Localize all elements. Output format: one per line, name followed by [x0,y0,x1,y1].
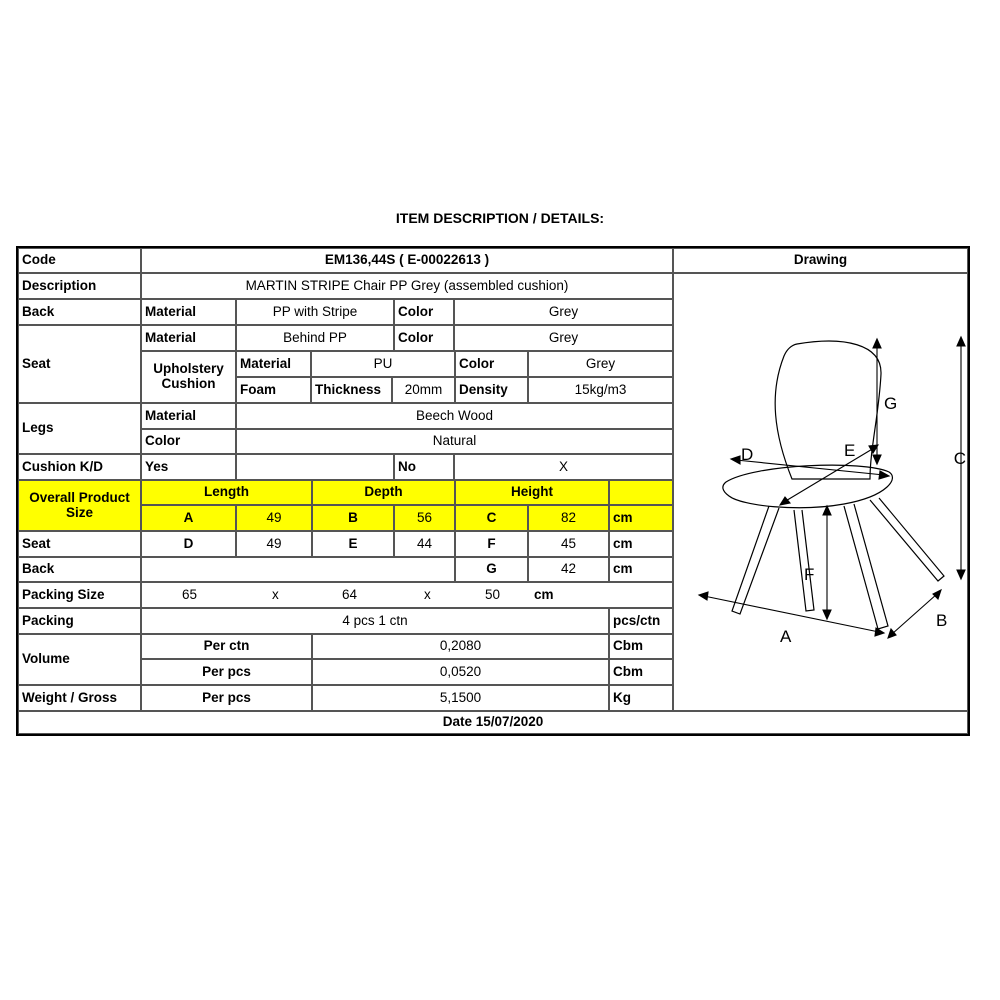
packing-height: 50 [485,586,501,602]
drawing-label-g: G [884,394,898,413]
drawing-header: Drawing [673,248,968,273]
length-label: Length [141,480,312,505]
volume-per-ctn-unit: Cbm [609,634,673,659]
dim-d-label: D [141,531,236,557]
volume-label: Volume [18,634,141,685]
packing-x1: x [272,586,279,602]
seat-material-label: Material [141,325,236,351]
packing-unit: pcs/ctn [609,608,673,634]
back-label: Back [18,299,141,325]
legs-material-value: Beech Wood [236,403,673,429]
overall-empty-cell [609,480,673,505]
cushion-kd-label: Cushion K/D [18,454,141,480]
back-color-label: Color [394,299,454,325]
weight-value: 5,1500 [312,685,609,711]
density-value: 15kg/m3 [528,377,673,403]
drawing-label-c: C [953,449,966,468]
packing-length: 65 [182,586,198,602]
drawing-label-a: A [780,627,792,646]
foam-label: Foam [236,377,311,403]
legs-label: Legs [18,403,141,454]
chair-leg-back-left [794,510,814,611]
uph-color-value: Grey [528,351,673,377]
back-color-value: Grey [454,299,673,325]
dim-e-label: E [312,531,394,557]
description-value: MARTIN STRIPE Chair PP Grey (assembled cushion) [141,273,673,299]
dim-c-value: 82 [528,505,609,531]
packing-size-unit: cm [534,586,554,602]
dim-line-a [704,596,879,632]
height-label: Height [455,480,609,505]
cushion-kd-no-label: No [394,454,454,480]
drawing-label-f: F [804,565,815,584]
spec-table [16,246,970,736]
drawing-label-e: E [844,441,856,460]
cushion-kd-yes-label: Yes [141,454,236,480]
volume-per-pcs-value: 0,0520 [312,659,609,685]
back-dim-label: Back [18,557,141,582]
packing-x2: x [424,586,431,602]
seat-color-label: Color [394,325,454,351]
packing-label: Packing [18,608,141,634]
dim-c-label: C [455,505,528,531]
dim-line-e [784,448,874,502]
chair-drawing [674,274,969,712]
dim-line-d [736,460,884,475]
seat-label: Seat [18,325,141,403]
packing-value: 4 pcs 1 ctn [141,608,609,634]
volume-per-ctn-value: 0,2080 [312,634,609,659]
chair-leg-front-left [732,506,779,614]
description-label: Description [18,273,141,299]
date-footer: Date 15/07/2020 [18,711,968,734]
dim-g-label: G [455,557,528,582]
dim-g-value: 42 [528,557,609,582]
packing-size-label: Packing Size [18,582,141,608]
chair-leg-back-right [870,498,944,581]
volume-per-pcs-unit: Cbm [609,659,673,685]
volume-per-ctn-label: Per ctn [141,634,312,659]
weight-per-pcs-label: Per pcs [141,685,312,711]
dim-f-label: F [455,531,528,557]
back-material-value: PP with Stripe [236,299,394,325]
back-material-label: Material [141,299,236,325]
seat-dim-label: Seat [18,531,141,557]
drawing-label-b: B [936,611,948,630]
overall-unit: cm [609,505,673,531]
dim-line-b [892,594,937,634]
dim-d-value: 49 [236,531,312,557]
uph-color-label: Color [455,351,528,377]
uph-material-value: PU [311,351,455,377]
seat-material-value: Behind PP [236,325,394,351]
depth-label: Depth [312,480,455,505]
thickness-label: Thickness [311,377,392,403]
cushion-kd-yes-value [236,454,394,480]
code-label: Code [18,248,141,273]
upholstery-cushion-label: Upholstery Cushion [141,351,236,403]
dim-a-value: 49 [236,505,312,531]
dim-b-label: B [312,505,394,531]
dim-b-value: 56 [394,505,455,531]
weight-label: Weight / Gross [18,685,141,711]
back-dim-unit: cm [609,557,673,582]
legs-color-label: Color [141,429,236,454]
chair-leg-front-right [844,504,888,629]
chair-backrest [775,341,881,479]
dim-f-value: 45 [528,531,609,557]
chair-seat [723,465,893,508]
legs-color-value: Natural [236,429,673,454]
overall-size-label: Overall Product Size [18,480,141,531]
density-label: Density [455,377,528,403]
dim-a-label: A [141,505,236,531]
legs-material-label: Material [141,403,236,429]
seat-dim-unit: cm [609,531,673,557]
uph-material-label: Material [236,351,311,377]
volume-per-pcs-label: Per pcs [141,659,312,685]
seat-color-value: Grey [454,325,673,351]
drawing-area [673,273,968,711]
back-dim-empty [141,557,455,582]
code-value: EM136,44S ( E-00022613 ) [141,248,673,273]
packing-size-value-cell [141,582,673,608]
page-title: ITEM DESCRIPTION / DETAILS: [395,210,605,226]
packing-width: 64 [342,586,358,602]
cushion-kd-no-value: X [454,454,673,480]
weight-unit: Kg [609,685,673,711]
thickness-value: 20mm [392,377,455,403]
drawing-label-d: D [741,445,754,464]
dim-e-value: 44 [394,531,455,557]
